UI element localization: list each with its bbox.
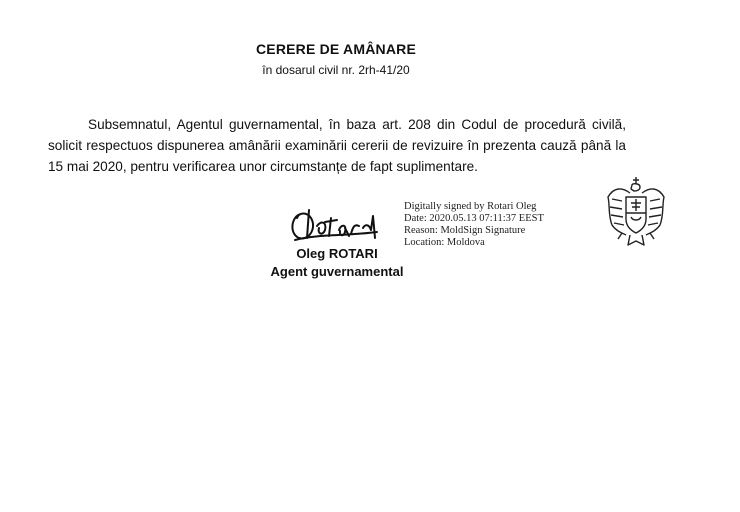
digital-signature-location: Location: Moldova (404, 237, 485, 248)
document-subtitle: în dosarul civil nr. 2rh-41/20 (262, 63, 410, 77)
digital-signature-signer: Digitally signed by Rotari Oleg (404, 201, 537, 212)
digital-signature-block (404, 201, 544, 249)
digital-signature-reason: Reason: MoldSign Signature (404, 225, 526, 236)
cropped-previous-text (112, 0, 542, 2)
signer-role: Agent guvernamental (270, 264, 404, 279)
request-paragraph: Subsemnatul, Agentul guvernamental, în baza art. 208 din Codul de procedură civilă, solicit respectuos dispunerea amânării examinării cererii de revizuire în prezenta cauză până la 15 mai 2020, pentru verificarea unor circumstanțe de fapt suplimentare. (48, 117, 626, 174)
digital-signature-date: Date: 2020.05.13 07:11:37 EEST (404, 213, 544, 224)
document-title: CERERE DE AMÂNARE (255, 41, 416, 57)
handwritten-signature (287, 204, 383, 244)
coat-of-arms-moldova-icon (604, 175, 668, 251)
signer-name: Oleg ROTARI (296, 246, 378, 261)
